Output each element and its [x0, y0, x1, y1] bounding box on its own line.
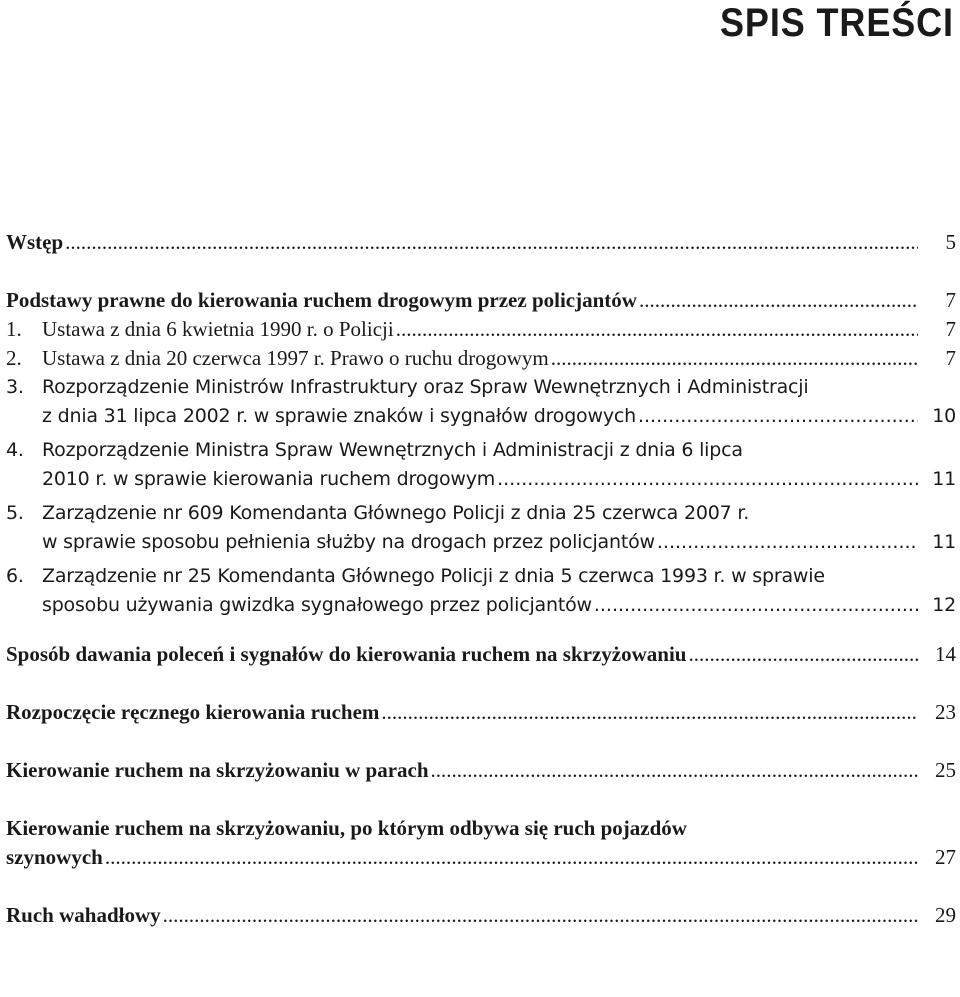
dot-leader	[594, 591, 918, 620]
item-number: 5.	[6, 502, 24, 524]
dot-leader	[657, 528, 918, 557]
toc-entry-title-line1: Zarządzenie nr 25 Komendanta Głównego Policji z dnia 5 czerwca 1993 r. w sprawie	[42, 565, 825, 587]
page-number: 25	[935, 758, 956, 782]
toc-entry-rozpoczecie[interactable]	[6, 698, 956, 727]
toc-entry-title-line2: 2010 r. w sprawie kierowania ruchem drogowym	[42, 468, 496, 490]
item-number: 1.	[6, 317, 22, 341]
dot-leader	[688, 640, 918, 669]
item-number: 6.	[6, 565, 24, 587]
toc-entry-title-line1: Rozporządzenie Ministra Spraw Wewnętrznych i Administracji z dnia 6 lipca	[42, 439, 743, 461]
page-number: 7	[945, 288, 956, 312]
dot-leader	[381, 698, 918, 727]
toc-entry-title: Ruch wahadłowy	[6, 903, 161, 927]
page-title: SPIS TREŚCI	[720, 1, 954, 45]
page-number: 14	[935, 642, 956, 666]
item-number: 4.	[6, 439, 24, 461]
toc-entry-title-line1: Kierowanie ruchem na skrzyżowaniu, po którym odbywa się ruch pojazdów	[6, 816, 687, 840]
toc-entry-title-line1: Rozporządzenie Ministrów Infrastruktury oraz Spraw Wewnętrznych i Administracji	[42, 376, 809, 398]
toc-entry-sposob-dawania-polecen[interactable]	[6, 640, 956, 669]
toc-entry-title: Ustawa z dnia 20 czerwca 1997 r. Prawo o ruchu drogowym	[42, 346, 549, 370]
page-number: 10	[932, 405, 956, 427]
page-number: 27	[935, 845, 956, 869]
page-number: 11	[932, 468, 956, 490]
page-number: 11	[932, 531, 956, 553]
page-number: 5	[945, 230, 956, 254]
toc-subentry-5[interactable]	[6, 499, 956, 557]
toc-entry-title: Wstęp	[6, 230, 64, 254]
dot-leader	[105, 843, 918, 872]
dot-leader	[163, 901, 918, 930]
table-of-contents	[6, 228, 956, 930]
dot-leader	[396, 315, 918, 344]
dot-leader	[638, 402, 918, 431]
page-number: 7	[945, 346, 956, 370]
toc-subentry-1[interactable]	[6, 315, 956, 344]
toc-entry-podstawy-prawne[interactable]	[6, 286, 956, 315]
page-number: 29	[935, 903, 956, 927]
dot-leader	[639, 286, 918, 315]
toc-entry-title: Kierowanie ruchem na skrzyżowaniu w parach	[6, 758, 429, 782]
toc-entry-kierowanie-w-parach[interactable]	[6, 756, 956, 785]
toc-subentry-3[interactable]	[6, 373, 956, 431]
toc-entry-title-line1: Zarządzenie nr 609 Komendanta Głównego Policji z dnia 25 czerwca 2007 r.	[42, 502, 750, 524]
toc-entry-ruch-wahadlowy[interactable]	[6, 901, 956, 930]
toc-subentry-2[interactable]	[6, 344, 956, 373]
page-number: 23	[935, 700, 956, 724]
toc-entry-title: Podstawy prawne do kierowania ruchem drogowym przez policjantów	[6, 288, 637, 312]
toc-entry-title-line2: w sprawie sposobu pełnienia służby na drogach przez policjantów	[42, 531, 655, 553]
toc-subentry-4[interactable]	[6, 436, 956, 494]
dot-leader	[65, 228, 918, 257]
toc-entry-title: Rozpoczęcie ręcznego kierowania ruchem	[6, 700, 380, 724]
toc-entry-title-line2: sposobu używania gwizdka sygnałowego przez policjantów	[42, 594, 592, 616]
toc-entry-title-line2: szynowych	[6, 845, 103, 869]
page-number: 12	[932, 594, 956, 616]
toc-subentry-6[interactable]	[6, 562, 956, 620]
dot-leader	[431, 756, 918, 785]
toc-entry-title-line2: z dnia 31 lipca 2002 r. w sprawie znaków i sygnałów drogowych	[42, 405, 636, 427]
page-number: 7	[945, 317, 956, 341]
toc-entry-title: Ustawa z dnia 6 kwietnia 1990 r. o Policji	[42, 317, 394, 341]
dot-leader	[497, 465, 918, 494]
item-number: 3.	[6, 376, 24, 398]
item-number: 2.	[6, 346, 22, 370]
dot-leader	[551, 344, 918, 373]
toc-entry-title: Sposób dawania poleceń i sygnałów do kierowania ruchem na skrzyżowaniu	[6, 642, 687, 666]
toc-entry-wstep[interactable]	[6, 228, 956, 257]
toc-entry-pojazdy-szynowe[interactable]	[6, 814, 956, 872]
